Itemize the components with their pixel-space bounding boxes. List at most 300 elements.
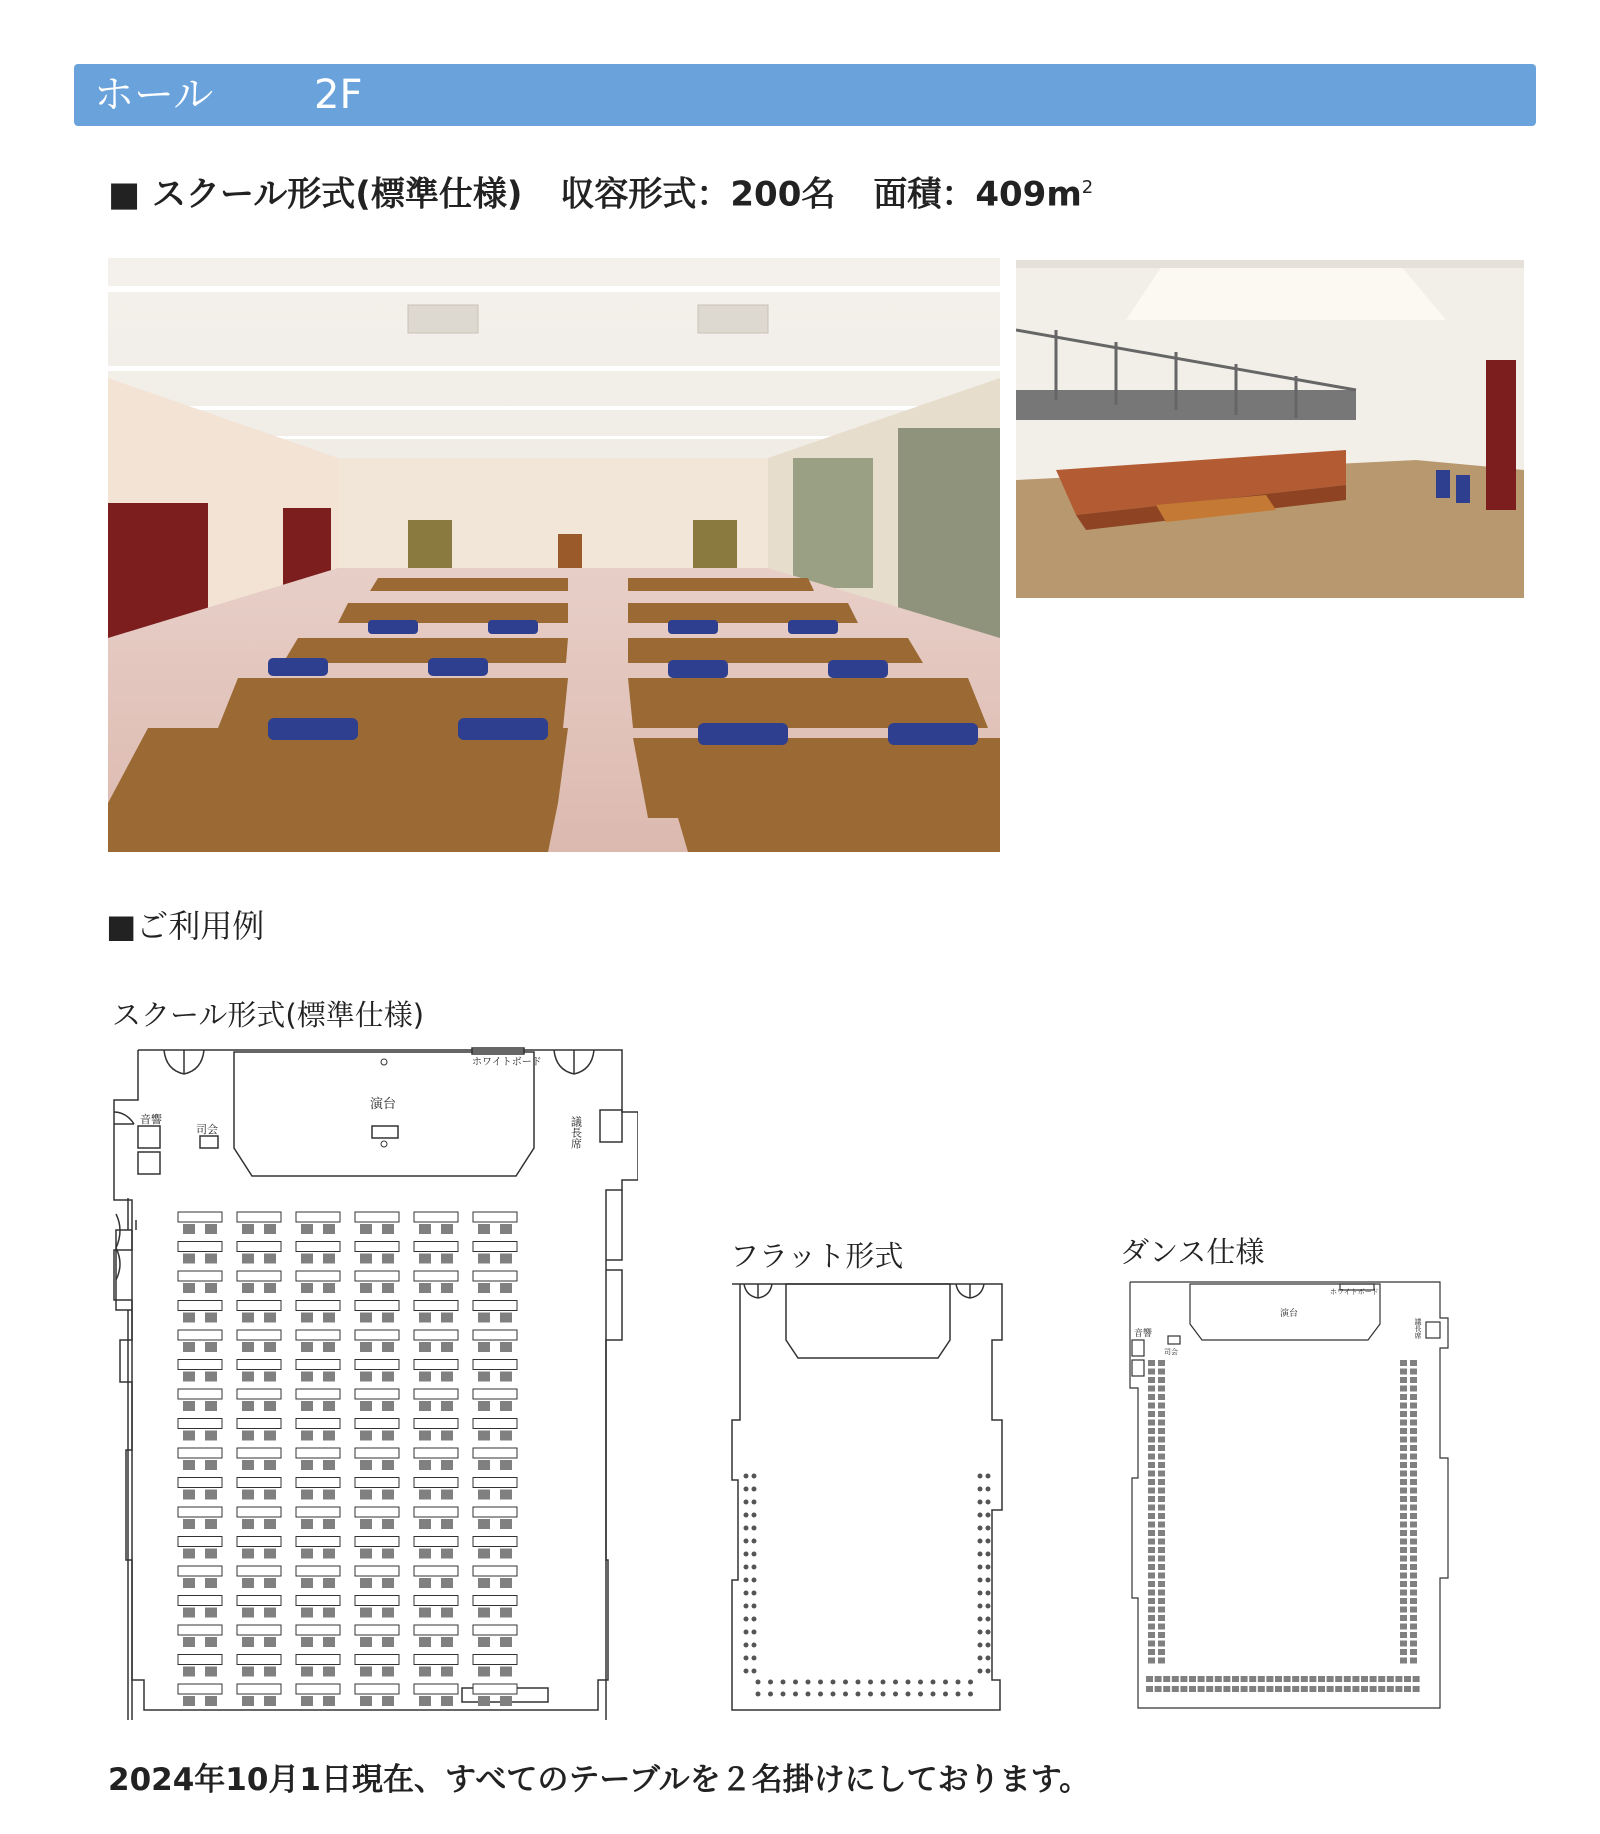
chair-mark xyxy=(1148,1394,1155,1400)
chair-mark xyxy=(1155,1676,1162,1682)
chair-mark xyxy=(1410,1428,1417,1434)
desk-grid xyxy=(178,1212,517,1706)
seat-dot xyxy=(978,1630,983,1635)
chair-mark xyxy=(1158,1360,1165,1366)
chair xyxy=(264,1667,276,1677)
chair xyxy=(323,1637,335,1647)
chair-mark xyxy=(1158,1598,1165,1604)
chair xyxy=(360,1401,372,1411)
chair xyxy=(441,1342,453,1352)
chair-mark xyxy=(1378,1676,1385,1682)
desk xyxy=(355,1212,399,1222)
chair xyxy=(500,1224,512,1234)
chair xyxy=(264,1401,276,1411)
seat-dot xyxy=(978,1617,983,1622)
seat-dot xyxy=(978,1552,983,1557)
chair-mark xyxy=(1172,1686,1179,1692)
chair-mark xyxy=(1148,1564,1155,1570)
chair xyxy=(419,1519,431,1529)
chair-mark xyxy=(1410,1403,1417,1409)
chair xyxy=(360,1431,372,1441)
chair xyxy=(323,1667,335,1677)
desk xyxy=(355,1301,399,1311)
desk xyxy=(237,1419,281,1429)
chair-mark xyxy=(1370,1676,1377,1682)
chair-mark xyxy=(1148,1462,1155,1468)
chair-mark xyxy=(1410,1505,1417,1511)
chair-mark xyxy=(1180,1686,1187,1692)
chair xyxy=(323,1283,335,1293)
chair xyxy=(382,1431,394,1441)
chair xyxy=(478,1283,490,1293)
chair-mark xyxy=(1158,1581,1165,1587)
seat-dot xyxy=(943,1680,948,1685)
chair-mark xyxy=(1400,1581,1407,1587)
chair xyxy=(205,1578,217,1588)
chair xyxy=(205,1519,217,1529)
chair-mark xyxy=(1284,1676,1291,1682)
chair xyxy=(360,1254,372,1264)
seat-dot xyxy=(752,1500,757,1505)
seat-dot xyxy=(978,1565,983,1570)
chair xyxy=(205,1460,217,1470)
chair xyxy=(419,1637,431,1647)
desk xyxy=(414,1537,458,1547)
chair xyxy=(360,1519,372,1529)
floor-plan-flat xyxy=(728,1280,1008,1720)
seat-dot xyxy=(744,1617,749,1622)
area-superscript: 2 xyxy=(1081,177,1094,198)
chair-mark xyxy=(1410,1564,1417,1570)
desk xyxy=(473,1537,517,1547)
chair xyxy=(323,1460,335,1470)
chair-mark xyxy=(1400,1403,1407,1409)
chair xyxy=(382,1313,394,1323)
desk xyxy=(296,1389,340,1399)
seat-dot xyxy=(744,1539,749,1544)
chair-mark xyxy=(1309,1676,1316,1682)
chair-mark xyxy=(1410,1386,1417,1392)
chair xyxy=(264,1696,276,1706)
chair-mark xyxy=(1148,1590,1155,1596)
chair-mark xyxy=(1148,1615,1155,1621)
seat-dot xyxy=(986,1526,991,1531)
chair-mark xyxy=(1158,1624,1165,1630)
chair-mark xyxy=(1172,1676,1179,1682)
seat-dot xyxy=(744,1591,749,1596)
chair xyxy=(360,1578,372,1588)
chair-mark xyxy=(1223,1686,1230,1692)
chair xyxy=(301,1696,313,1706)
chair xyxy=(419,1342,431,1352)
chair-mark xyxy=(1410,1522,1417,1528)
chair-mark xyxy=(1146,1676,1153,1682)
chair xyxy=(323,1313,335,1323)
chair-mark xyxy=(1410,1420,1417,1426)
seat-dot xyxy=(744,1643,749,1648)
chair xyxy=(242,1224,254,1234)
chair xyxy=(301,1342,313,1352)
chair xyxy=(478,1254,490,1264)
chair xyxy=(360,1224,372,1234)
chair xyxy=(301,1490,313,1500)
chair xyxy=(500,1431,512,1441)
chair-mark xyxy=(1400,1556,1407,1562)
chair xyxy=(419,1696,431,1706)
chair xyxy=(382,1519,394,1529)
desk xyxy=(473,1625,517,1635)
seat-dot xyxy=(752,1526,757,1531)
seat-dot xyxy=(793,1680,798,1685)
desk xyxy=(414,1448,458,1458)
chair xyxy=(478,1460,490,1470)
seat-dot xyxy=(856,1692,861,1697)
chair-mark xyxy=(1215,1686,1222,1692)
seat-dot xyxy=(906,1680,911,1685)
chair xyxy=(205,1224,217,1234)
chair xyxy=(205,1254,217,1264)
chair-mark xyxy=(1361,1686,1368,1692)
seat-dot xyxy=(752,1656,757,1661)
chair-mark xyxy=(1158,1437,1165,1443)
chair-mark xyxy=(1158,1564,1165,1570)
seat-dot xyxy=(978,1669,983,1674)
chair-mark xyxy=(1284,1686,1291,1692)
chair xyxy=(323,1431,335,1441)
desk xyxy=(178,1655,222,1665)
chair-mark xyxy=(1258,1686,1265,1692)
capacity-text: 収容形式：200名 xyxy=(560,174,836,215)
chair xyxy=(205,1342,217,1352)
chair-mark xyxy=(1410,1539,1417,1545)
chair xyxy=(360,1549,372,1559)
desk xyxy=(178,1596,222,1606)
chair-mark xyxy=(1318,1676,1325,1682)
seat-dot xyxy=(831,1692,836,1697)
chair-mark xyxy=(1404,1676,1411,1682)
chair xyxy=(441,1460,453,1470)
seat-dot xyxy=(756,1692,761,1697)
chair-mark xyxy=(1158,1394,1165,1400)
seat-dot xyxy=(752,1487,757,1492)
seat-dot xyxy=(968,1692,973,1697)
chair xyxy=(500,1637,512,1647)
chair-mark xyxy=(1158,1539,1165,1545)
chair xyxy=(183,1342,195,1352)
chair xyxy=(419,1490,431,1500)
chair xyxy=(500,1372,512,1382)
chair-mark xyxy=(1410,1496,1417,1502)
seat-dot xyxy=(752,1539,757,1544)
chair xyxy=(242,1342,254,1352)
chair-mark xyxy=(1206,1686,1213,1692)
seat-dot xyxy=(956,1680,961,1685)
chair-mark xyxy=(1410,1479,1417,1485)
chair xyxy=(301,1283,313,1293)
seat-dot xyxy=(744,1526,749,1531)
dance-sound-label: 音響 xyxy=(1134,1329,1153,1339)
chair xyxy=(323,1401,335,1411)
desk xyxy=(355,1330,399,1340)
desk xyxy=(237,1655,281,1665)
chair xyxy=(183,1490,195,1500)
desk xyxy=(414,1301,458,1311)
chair-mark xyxy=(1148,1573,1155,1579)
desk xyxy=(355,1566,399,1576)
chair xyxy=(242,1578,254,1588)
chair xyxy=(478,1401,490,1411)
chair-mark xyxy=(1410,1411,1417,1417)
chair-mark xyxy=(1158,1632,1165,1638)
chair-mark xyxy=(1158,1386,1165,1392)
chair-mark xyxy=(1410,1615,1417,1621)
chair xyxy=(183,1637,195,1647)
chair-mark xyxy=(1148,1437,1155,1443)
chair-mark xyxy=(1241,1676,1248,1682)
chair-mark xyxy=(1258,1676,1265,1682)
seat-dot xyxy=(893,1680,898,1685)
desk xyxy=(237,1625,281,1635)
chair xyxy=(441,1608,453,1618)
seat-dot xyxy=(744,1513,749,1518)
desk xyxy=(414,1566,458,1576)
chair-mark xyxy=(1148,1581,1155,1587)
chair xyxy=(441,1313,453,1323)
chair-mark xyxy=(1400,1479,1407,1485)
chair-mark xyxy=(1400,1496,1407,1502)
desk xyxy=(473,1596,517,1606)
chair-mark xyxy=(1232,1686,1239,1692)
desk xyxy=(296,1507,340,1517)
chair-mark xyxy=(1148,1496,1155,1502)
chair xyxy=(205,1431,217,1441)
chair-mark xyxy=(1410,1513,1417,1519)
desk xyxy=(237,1507,281,1517)
hall-photo-school xyxy=(108,258,1000,852)
seat-dot xyxy=(968,1680,973,1685)
chair-mark xyxy=(1198,1686,1205,1692)
chair xyxy=(323,1224,335,1234)
chair-mark xyxy=(1335,1686,1342,1692)
chair xyxy=(205,1549,217,1559)
chair-mark xyxy=(1410,1471,1417,1477)
chair-mark xyxy=(1400,1641,1407,1647)
chair-mark xyxy=(1158,1496,1165,1502)
desk xyxy=(296,1655,340,1665)
chair-mark xyxy=(1158,1513,1165,1519)
chair-mark xyxy=(1158,1377,1165,1383)
chair xyxy=(183,1608,195,1618)
desk xyxy=(237,1596,281,1606)
desk xyxy=(178,1448,222,1458)
desk xyxy=(178,1242,222,1252)
chair-mark xyxy=(1318,1686,1325,1692)
chair xyxy=(242,1490,254,1500)
seat-dot xyxy=(978,1591,983,1596)
desk xyxy=(355,1625,399,1635)
chair xyxy=(205,1283,217,1293)
seat-dot xyxy=(931,1680,936,1685)
chair xyxy=(264,1519,276,1529)
desk xyxy=(296,1448,340,1458)
desk xyxy=(355,1360,399,1370)
chair xyxy=(242,1696,254,1706)
chair xyxy=(441,1224,453,1234)
chair xyxy=(441,1372,453,1382)
chair-mark xyxy=(1400,1360,1407,1366)
chair-mark xyxy=(1410,1641,1417,1647)
chair xyxy=(360,1313,372,1323)
chair xyxy=(500,1254,512,1264)
chair-mark xyxy=(1361,1676,1368,1682)
chair xyxy=(500,1283,512,1293)
chair-mark xyxy=(1410,1437,1417,1443)
desk xyxy=(414,1419,458,1429)
chair-mark xyxy=(1158,1445,1165,1451)
seat-dot xyxy=(793,1692,798,1697)
desk xyxy=(414,1212,458,1222)
chair-mark xyxy=(1158,1573,1165,1579)
chair xyxy=(183,1460,195,1470)
desk xyxy=(237,1448,281,1458)
chair-mark xyxy=(1400,1471,1407,1477)
chair-mark xyxy=(1158,1522,1165,1528)
seat-dot xyxy=(831,1680,836,1685)
seat-dot xyxy=(986,1669,991,1674)
desk xyxy=(237,1389,281,1399)
chair-mark xyxy=(1400,1428,1407,1434)
seat-dot xyxy=(756,1680,761,1685)
seat-dot xyxy=(752,1591,757,1596)
chair xyxy=(441,1254,453,1264)
chair-mark xyxy=(1158,1454,1165,1460)
desk xyxy=(473,1655,517,1665)
chair xyxy=(500,1342,512,1352)
seat-dot xyxy=(986,1474,991,1479)
chair-mark xyxy=(1266,1686,1273,1692)
chair xyxy=(419,1578,431,1588)
seat-dot xyxy=(978,1474,983,1479)
chair xyxy=(301,1637,313,1647)
chair xyxy=(419,1372,431,1382)
desk xyxy=(296,1419,340,1429)
chair-mark xyxy=(1400,1522,1407,1528)
seat-dot xyxy=(744,1630,749,1635)
chair xyxy=(382,1549,394,1559)
dance-chair-rows xyxy=(1146,1360,1420,1692)
desk xyxy=(473,1566,517,1576)
chair-mark xyxy=(1413,1676,1420,1682)
chair xyxy=(478,1667,490,1677)
seat-dot xyxy=(986,1539,991,1544)
chair-mark xyxy=(1400,1411,1407,1417)
chair xyxy=(242,1283,254,1293)
chair xyxy=(242,1254,254,1264)
chair xyxy=(301,1667,313,1677)
desk xyxy=(473,1419,517,1429)
desk xyxy=(178,1507,222,1517)
seat-dot xyxy=(806,1680,811,1685)
chair xyxy=(183,1313,195,1323)
footnote: 2024年10月1日現在、すべてのテーブルを２名掛けにしております。 xyxy=(108,1762,1091,1798)
floor-plan-dance xyxy=(1120,1278,1450,1718)
desk xyxy=(178,1212,222,1222)
chair xyxy=(360,1637,372,1647)
seat-dot xyxy=(752,1643,757,1648)
seat-dot xyxy=(843,1692,848,1697)
seat-dot xyxy=(978,1513,983,1518)
seat-dot xyxy=(931,1692,936,1697)
flat-seat-dots xyxy=(744,1474,991,1697)
chair xyxy=(382,1372,394,1382)
chair xyxy=(301,1608,313,1618)
seat-dot xyxy=(918,1692,923,1697)
chair-mark xyxy=(1158,1471,1165,1477)
chair xyxy=(478,1372,490,1382)
chair-mark xyxy=(1335,1676,1342,1682)
seat-dot xyxy=(752,1669,757,1674)
seat-dot xyxy=(986,1630,991,1635)
chair xyxy=(183,1401,195,1411)
chair-mark xyxy=(1410,1590,1417,1596)
desk xyxy=(414,1389,458,1399)
chair-mark xyxy=(1344,1686,1351,1692)
chair-mark xyxy=(1163,1686,1170,1692)
chair-mark xyxy=(1148,1411,1155,1417)
chair-mark xyxy=(1148,1360,1155,1366)
chair-mark xyxy=(1148,1624,1155,1630)
desk xyxy=(237,1242,281,1252)
seat-dot xyxy=(918,1680,923,1685)
chair xyxy=(205,1667,217,1677)
desk xyxy=(178,1360,222,1370)
chair xyxy=(382,1696,394,1706)
chair xyxy=(500,1549,512,1559)
chair-mark xyxy=(1148,1445,1155,1451)
chair-mark xyxy=(1189,1686,1196,1692)
school-chair-label: 議長席 xyxy=(569,1116,583,1149)
dance-stage-label: 演台 xyxy=(1280,1309,1299,1319)
seat-dot xyxy=(868,1680,873,1685)
chair xyxy=(301,1401,313,1411)
chair xyxy=(323,1342,335,1352)
desk xyxy=(473,1684,517,1694)
dance-mc-label: 司会 xyxy=(1164,1348,1178,1356)
seat-dot xyxy=(986,1604,991,1609)
seat-dot xyxy=(978,1578,983,1583)
chair xyxy=(242,1460,254,1470)
seat-dot xyxy=(906,1692,911,1697)
desk xyxy=(296,1301,340,1311)
chair-mark xyxy=(1249,1676,1256,1682)
desk xyxy=(296,1596,340,1606)
chair xyxy=(478,1549,490,1559)
chair xyxy=(323,1608,335,1618)
seat-dot xyxy=(978,1656,983,1661)
chair xyxy=(500,1578,512,1588)
chair xyxy=(360,1460,372,1470)
chair xyxy=(323,1519,335,1529)
desk xyxy=(355,1478,399,1488)
chair-mark xyxy=(1146,1686,1153,1692)
chair-mark xyxy=(1400,1624,1407,1630)
desk xyxy=(178,1566,222,1576)
chair xyxy=(264,1431,276,1441)
seat-dot xyxy=(752,1513,757,1518)
seat-dot xyxy=(986,1552,991,1557)
chair-mark xyxy=(1400,1369,1407,1375)
chair-mark xyxy=(1400,1590,1407,1596)
